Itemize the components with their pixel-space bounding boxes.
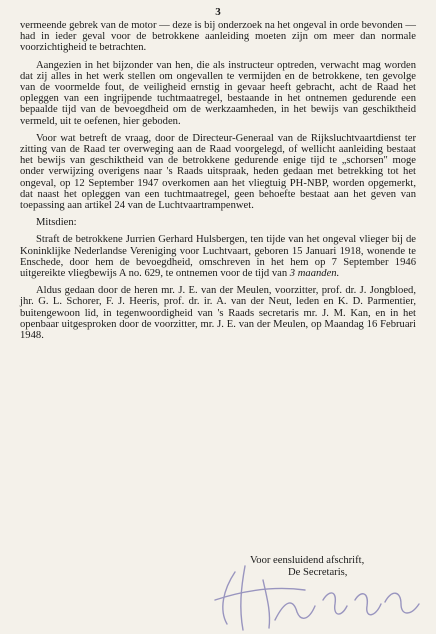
mitsdien-heading: Mitsdien: (36, 217, 77, 229)
paragraph-5: Aldus gedaan door de heren mr. J. E. van der Meulen, voorzitter, prof. dr. J. Jongbloed, jhr. G. L. Schorer, F. J. Heeris, prof. dr. ir. A. van der Neut, leden en K. D. Parmentier, buitengewoon lid, in tegenwoordigheid van 's Raads secretaris mr. J. M. Kan, en in het openbaar uitgesproken door de voorzitter, mr. J. E. van der Meulen, op Maandag 16 Februari 1948. (20, 285, 416, 342)
sentence-duration: 3 maanden. (289, 268, 340, 280)
paragraph-4 (20, 234, 416, 279)
paragraph-2: Aangezien in het bijzonder van hen, die als instructeur optreden, verwacht mag worden dat zij alles in het werk stellen om ongevallen te vermijden en de betrokkene, ten gevolge van de voormelde fout, de veiligheid ernstig in gevaar heeft gebracht, acht de Raad het opleggen van een ingrijpende tuchtmaatregel, bestaande in het ontnemen gedurende een bepaalde tijd van de bevoegdheid om de werkzaamheden, in het bewijs van geschiktheid vermeld, uit te oefenen, hier geboden. (20, 59, 416, 127)
closing-line-secretary: De Secretaris, (288, 567, 348, 578)
document-body (20, 20, 416, 341)
paragraph-1: vermeende gebrek van de motor — deze is bij onderzoek na het ongeval in orde bevonden — had in ieder geval voor de betrokkene aanleiding moeten zijn om meer dan normale voorzichtigheid te betrachten. (20, 20, 416, 54)
closing-block (250, 555, 364, 579)
page-number: 3 (215, 6, 221, 18)
sentence-text: Straft de betrokkene Jurrien Gerhard Hulsbergen, ten tijde van het ongeval vlieger bij de Koninklijke Nederlandse Vereniging voor Luchtvaart, geboren 15 Januari 1918, wonende te Enschede, door hem de bevoegdheid, omschreven in het hem op 7 September 1946 uitgereikte vliegbewijs A no. 629, te ontnemen voor de tijd van (20, 234, 416, 280)
closing-line-certified-copy: Voor eensluidend afschrift, (250, 555, 365, 566)
paragraph-3: Voor wat betreft de vraag, door de Directeur-Generaal van de Rijksluchtvaartdienst ter zitting van de Raad ter overweging aan de Raad voorgelegd, of wellicht aanleiding bestaat het bewijs van geschiktheid van de betrokkene gedurende enige tijd te „schorsen" moge onder verwijzing overigens naar 's Raads uitspraak, heden gedaan met betrekking tot het ongeval, op 12 September 1947 overkomen aan het vliegtuig PH-NBP, worden opgemerkt, dat naast het opleggen van een tuchtmaatregel, geen behoefte bestaat aan het geven van toepassing aan artikel 24 van de Luchtvaartrampenwet. (20, 132, 416, 212)
